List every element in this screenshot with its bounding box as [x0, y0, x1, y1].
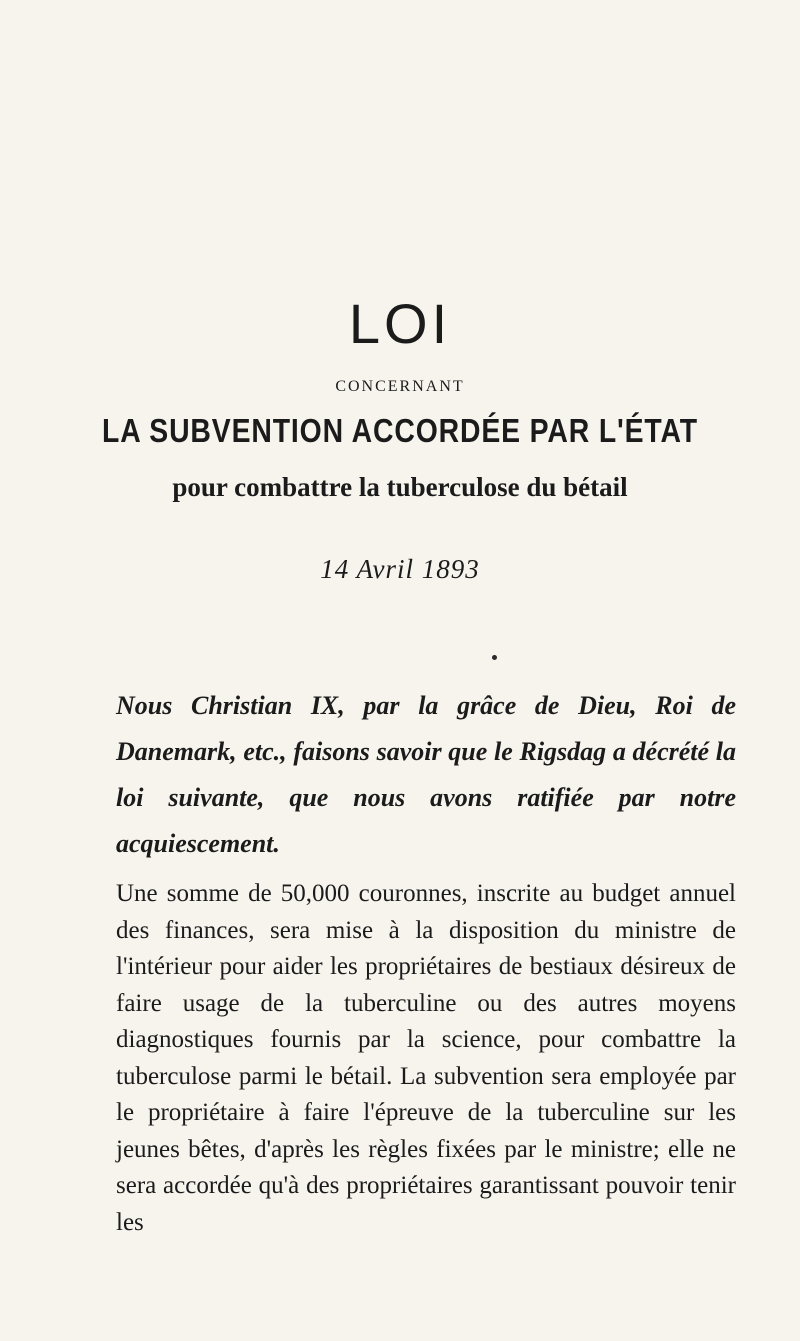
law-heading: LOI [348, 292, 452, 355]
law-title: LA SUBVENTION ACCORDÉE PAR L'ÉTAT [102, 412, 698, 449]
law-subheading: CONCERNANT [335, 378, 465, 395]
law-purpose: pour combattre la tuberculose du bétail [172, 472, 628, 502]
body-paragraph: Une somme de 50,000 couronnes, inscrite au budget annuel des finances, sera mise à la disposition du ministre de l'intérieur pour aider les propriétaires de bestiaux désireux de faire usage de la tuberculine ou des autres moyens diagnostiques fournis par la science, pour combattre la tuberculose parmi le bétail. La subvention sera employée par le propriétaire à faire l'épreuve de la tuberculine sur les jeunes bêtes, d'après les règles fixées par le ministre; elle ne sera accordée qu'à des propriétaires garantissant pouvoir tenir les [116, 880, 736, 1236]
ornament-dot [492, 655, 497, 660]
law-date: 14 Avril 1893 [320, 554, 480, 584]
preamble-paragraph: Nous Christian IX, par la grâce de Dieu, Roi de Danemark, etc., faisons savoir que le Rigsdag a décrété la loi suivante, que nous avons ratifiée par notre acquiescement. [116, 691, 736, 858]
